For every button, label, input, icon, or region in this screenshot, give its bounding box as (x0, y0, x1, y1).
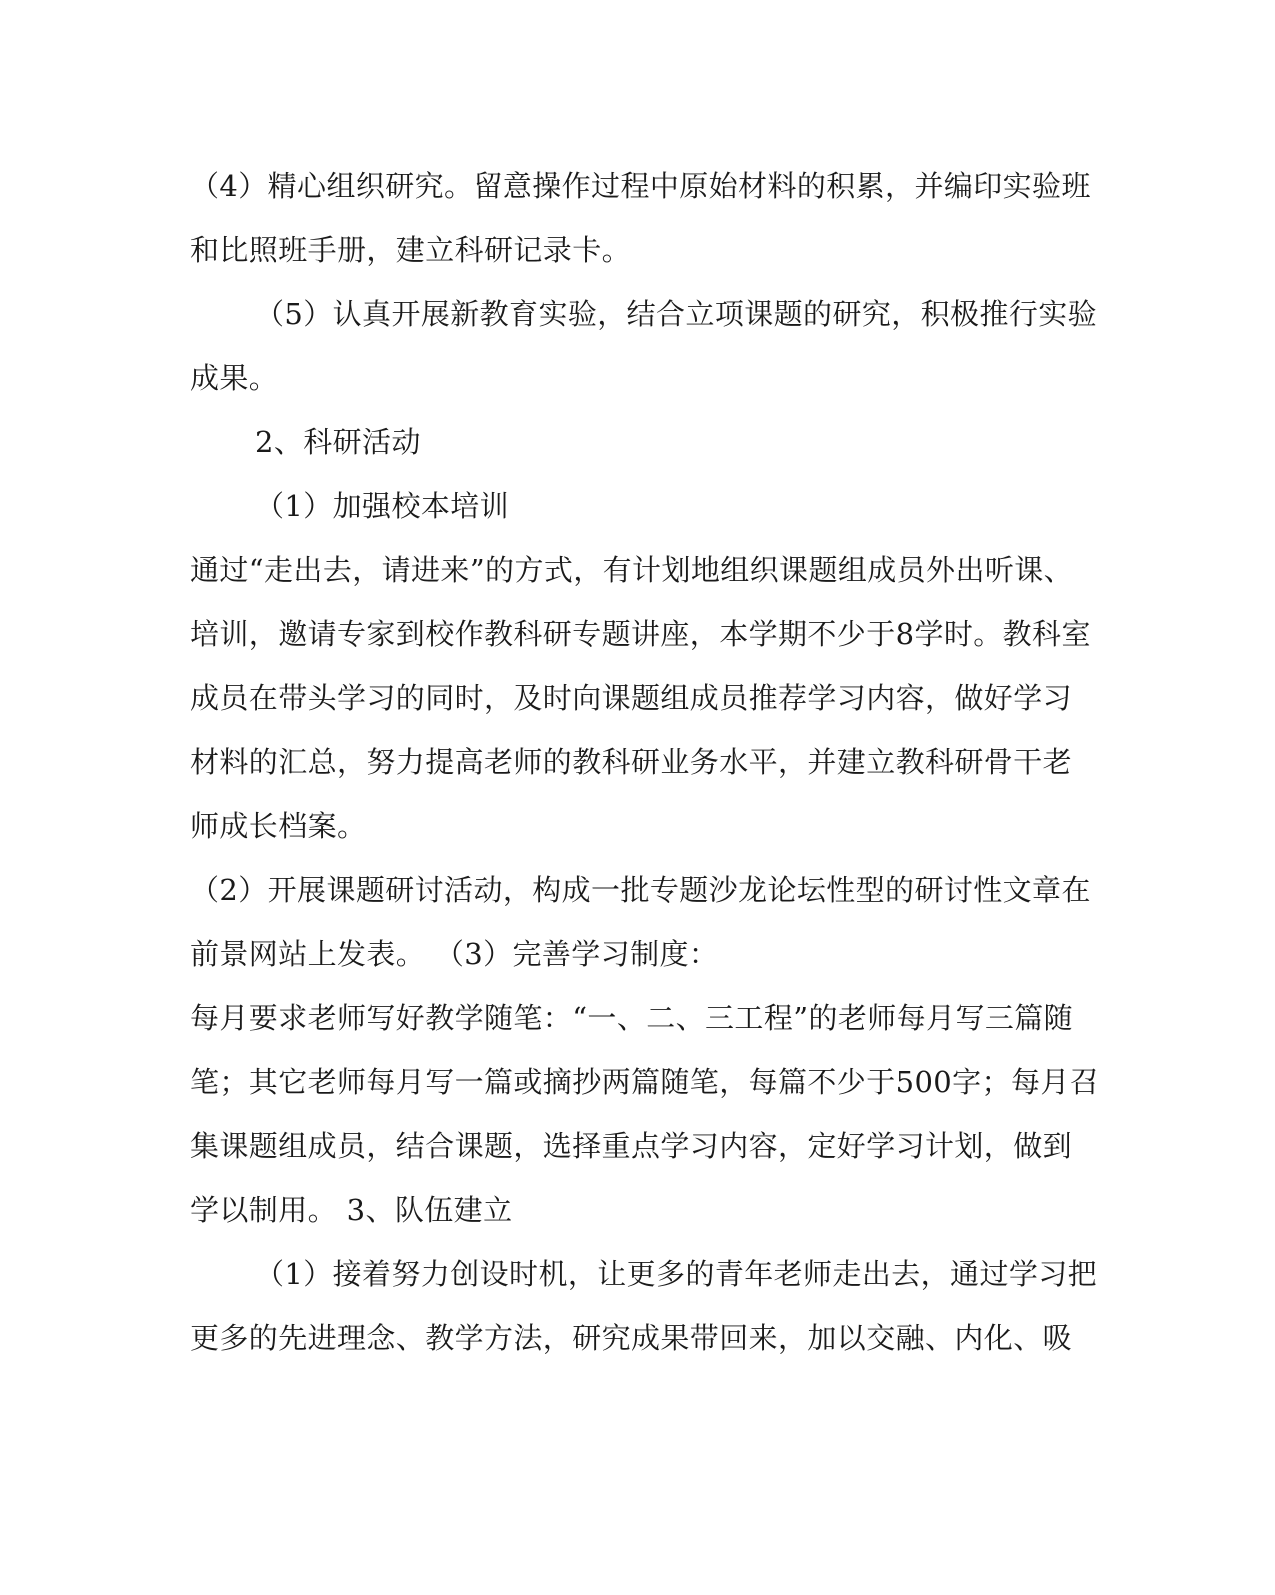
text-line: （4）精心组织研究。留意操作过程中原始材料的积累，并编印实验班 (190, 169, 1091, 203)
text-line: （2）开展课题研讨活动，构成一批专题沙龙论坛性型的研讨性文章在 (190, 873, 1091, 907)
text-line: 材料的汇总，努力提高老师的教科研业务水平，并建立教科研骨干老 (190, 745, 1073, 779)
text-line: 师成长档案。 (190, 809, 367, 843)
text-line: 学以制用。 3、队伍建立 (190, 1193, 513, 1227)
text-line: 集课题组成员，结合课题，选择重点学习内容，定好学习计划，做到 (190, 1129, 1073, 1163)
text-line: 成员在带头学习的同时，及时向课题组成员推荐学习内容，做好学习 (190, 681, 1073, 715)
text-line: 前景网站上发表。 （3）完善学习制度： (190, 937, 719, 971)
text-line: 成果。 (190, 361, 279, 395)
text-line: （1）接着努力创设时机，让更多的青年老师走出去，通过学习把 (255, 1257, 1098, 1291)
section-heading: 2、科研活动 (255, 425, 421, 459)
text-line: 通过“走出去，请进来”的方式，有计划地组织课题组成员外出听课、 (190, 553, 1074, 587)
text-line: 每月要求老师写好教学随笔：“一、二、三工程”的老师每月写三篇随 (190, 1001, 1074, 1035)
text-line: （5）认真开展新教育实验，结合立项课题的研究，积极推行实验 (255, 297, 1098, 331)
text-line: 更多的先进理念、教学方法，研究成果带回来，加以交融、内化、吸 (190, 1321, 1073, 1355)
text-line: 笔；其它老师每月写一篇或摘抄两篇随笔，每篇不少于500字；每月召 (190, 1065, 1100, 1099)
subsection-heading: （1）加强校本培训 (255, 489, 510, 523)
text-line: 培训，邀请专家到校作教科研专题讲座，本学期不少于8学时。教科室 (190, 617, 1091, 651)
text-line: 和比照班手册，建立科研记录卡。 (190, 233, 632, 267)
